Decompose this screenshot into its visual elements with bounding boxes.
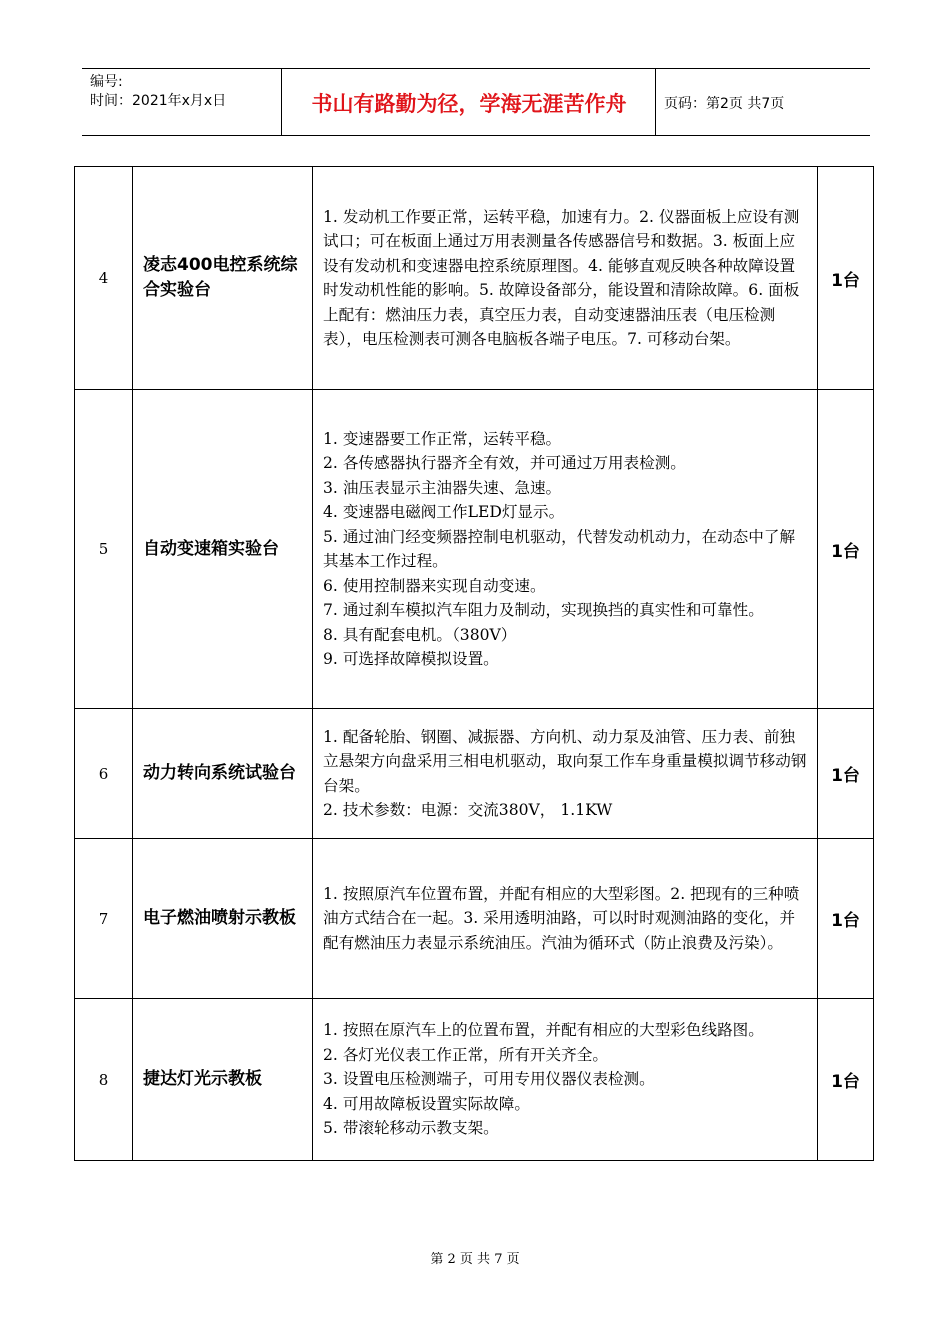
description-line: 1. 按照原汽车位置布置，并配有相应的大型彩图。2. 把现有的三种喷油方式结合在一起。3. 采用透明油路，可以时时观测油路的变化，并配有燃油压力表显示系统油压。汽油为循环式（防止浪费及污染）。 bbox=[323, 884, 800, 952]
equipment-quantity: 1台 bbox=[818, 839, 874, 999]
equipment-description bbox=[313, 709, 818, 839]
table-row bbox=[75, 167, 874, 390]
description-line: 8. 具有配套电机。（380V） bbox=[323, 625, 517, 644]
equipment-quantity: 1台 bbox=[818, 390, 874, 709]
page-footer: 第 2 页 共 7 页 bbox=[430, 1252, 520, 1267]
row-number: 4 bbox=[75, 167, 133, 390]
header-meta bbox=[82, 69, 282, 135]
equipment-description bbox=[313, 999, 818, 1161]
equipment-name: 捷达灯光示教板 bbox=[133, 999, 313, 1161]
equipment-description bbox=[313, 167, 818, 390]
description-line: 1. 配备轮胎、钢圈、减振器、方向机、动力泵及油管、压力表、前独立悬架方向盘采用三相电机驱动，取向泵工作车身重量模拟调节移动钢台架。 bbox=[323, 727, 807, 795]
description-line: 1. 发动机工作要正常，运转平稳，加速有力。2. 仪器面板上应设有测试口；可在板面上通过万用表测量各传感器信号和数据。3. 板面上应设有发动机和变速器电控系统原理图。4. 能够直观反映各种故障设置时发动机性能的影响。5. 故障设备部分，能设置和清除故障。6. 面板上配有：燃油压力表，真空压力表，自动变速器油压表（电压检测表），电压检测表可测各电脑板各端子电压。7. 可移动台架。 bbox=[323, 207, 800, 348]
description-line: 3. 油压表显示主油器失速、急速。 bbox=[323, 478, 562, 497]
equipment-quantity: 1台 bbox=[818, 709, 874, 839]
description-line: 9. 可选择故障模拟设置。 bbox=[323, 650, 499, 668]
description-line: 5. 通过油门经变频器控制电机驱动，代替发动机动力，在动态中了解其基本工作过程。 bbox=[323, 527, 796, 570]
table-row bbox=[75, 839, 874, 999]
equipment-quantity: 1台 bbox=[818, 167, 874, 390]
page-header bbox=[82, 68, 870, 136]
equipment-table bbox=[74, 166, 874, 1161]
description-line: 3. 设置电压检测端子，可用专用仪器仪表检测。 bbox=[323, 1070, 655, 1089]
description-line: 4. 变速器电磁阀工作LED灯显示。 bbox=[323, 503, 565, 521]
time-label: 时间：2021年x月x日 bbox=[90, 93, 227, 109]
table-row bbox=[75, 999, 874, 1161]
description-line: 2. 各灯光仪表工作正常，所有开关齐全。 bbox=[323, 1045, 608, 1064]
header-page-number: 页码：第2页 共7页 bbox=[664, 96, 785, 112]
description-line: 5. 带滚轮移动示教支架。 bbox=[323, 1119, 499, 1138]
equipment-name: 凌志400电控系统综合实验台 bbox=[133, 167, 313, 390]
equipment-description bbox=[313, 390, 818, 709]
row-number: 7 bbox=[75, 839, 133, 999]
row-number: 6 bbox=[75, 709, 133, 839]
description-line: 4. 可用故障板设置实际故障。 bbox=[323, 1094, 530, 1113]
code-label: 编号: bbox=[90, 74, 123, 90]
row-number: 5 bbox=[75, 390, 133, 709]
equipment-quantity: 1台 bbox=[818, 999, 874, 1161]
row-number: 8 bbox=[75, 999, 133, 1161]
equipment-name: 自动变速箱实验台 bbox=[133, 390, 313, 709]
header-motto: 书山有路勤为径，学海无涯苦作舟 bbox=[283, 69, 656, 135]
description-line: 1. 变速器要工作正常，运转平稳。 bbox=[323, 429, 562, 448]
table-row bbox=[75, 390, 874, 709]
description-line: 2. 各传感器执行器齐全有效，并可通过万用表检测。 bbox=[323, 454, 686, 472]
description-line: 2. 技术参数：电源：交流380V， 1.1KW bbox=[323, 801, 613, 819]
description-line: 7. 通过刹车模拟汽车阻力及制动，实现换挡的真实性和可靠性。 bbox=[323, 601, 764, 619]
table-row bbox=[75, 709, 874, 839]
description-line: 1. 按照在原汽车上的位置布置，并配有相应的大型彩色线路图。 bbox=[323, 1021, 764, 1040]
equipment-description bbox=[313, 839, 818, 999]
equipment-name: 动力转向系统试验台 bbox=[133, 709, 313, 839]
description-line: 6. 使用控制器来实现自动变速。 bbox=[323, 576, 546, 595]
equipment-name: 电子燃油喷射示教板 bbox=[133, 839, 313, 999]
